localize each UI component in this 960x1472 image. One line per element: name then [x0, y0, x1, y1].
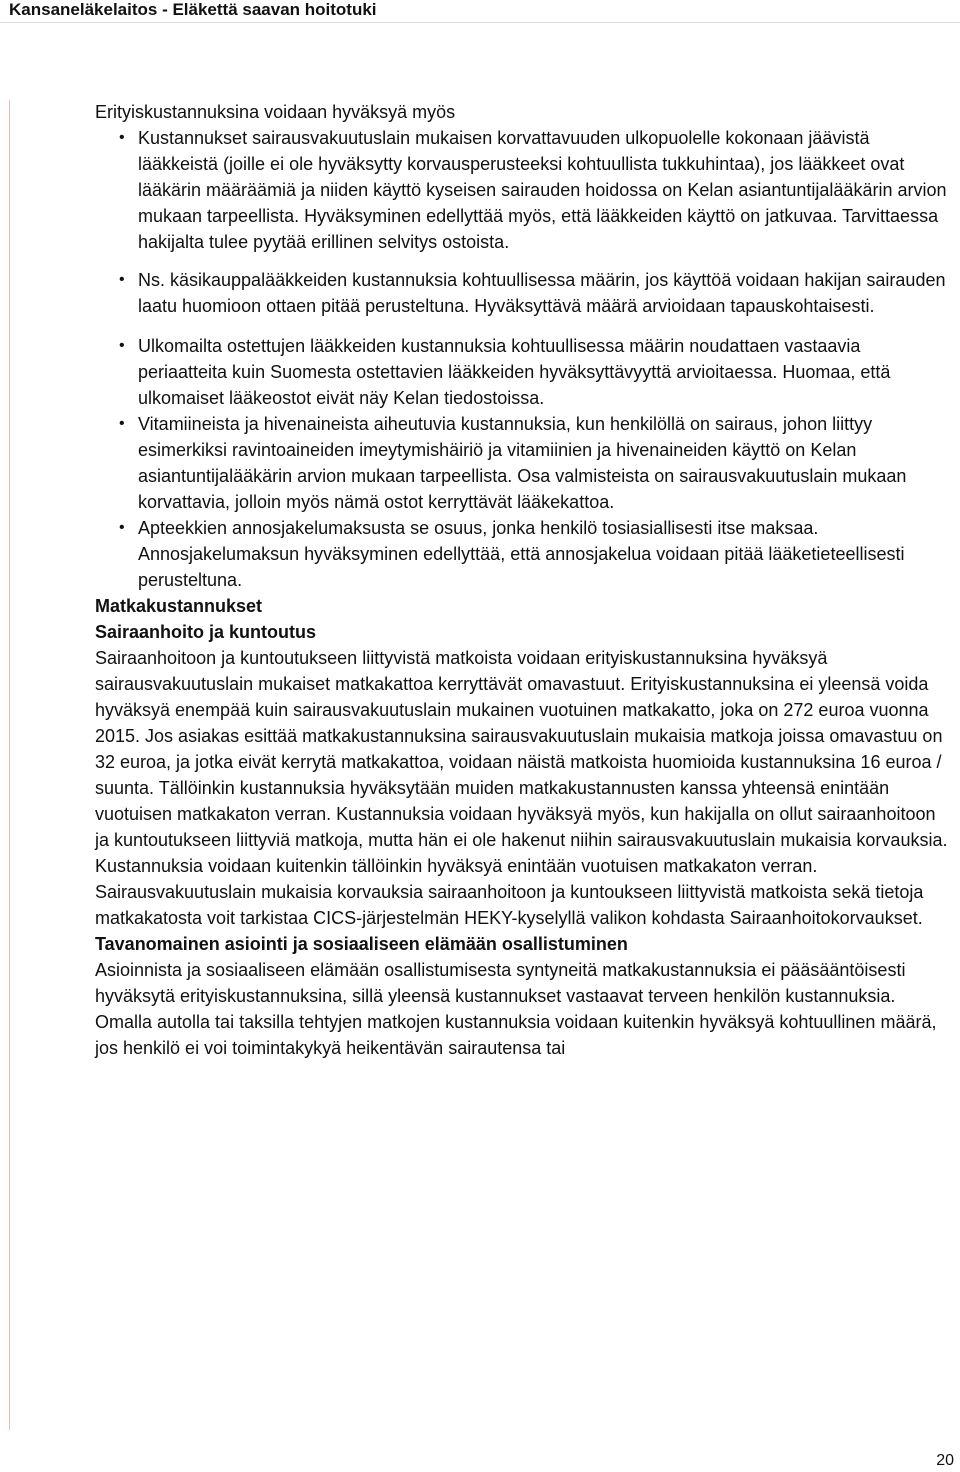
list-item-text: Ulkomailta ostettujen lääkkeiden kustannuksia kohtuullisessa määrin noudattaen vastaavia periaatteita kuin Suomesta ostettavien lääkkeiden hyväksyttävyyttä arvioitaessa. Huomaa, että ulkomaiset lääkeostot eivät näy Kelan tiedostoissa.: [138, 336, 891, 408]
bullet-icon: •: [119, 337, 125, 354]
bullet-icon: •: [119, 129, 125, 146]
paragraph: Sairaanhoitoon ja kuntoutukseen liittyvistä matkoista voidaan erityiskustannuksina hyväksyä sairausvakuutuslain mukaiset matkakattoa kerryttävät omavastuut. Erityiskustannuksina ei yleensä voida hyväksyä enempää kuin sairausvakuutuslain mukainen vuotuinen matkakatto, joka on 272 euroa vuonna 2015. Jos asiakas esittää matkakustannuksina sairausvakuutuslain mukaisia matkoja joissa omavastuu on 32 euroa, ja jotka eivät kerrytä matkakattoa, voidaan näistä matkoista huomioida kustannuksina 16 euroa / suunta. Tällöinkin kustannuksia hyväksytään muiden matkakustannusten kanssa yhteensä enintään vuotuisen matkakaton verran. Kustannuksia voidaan hyväksyä myös, kun hakijalla on ollut sairaanhoitoon ja kuntoutukseen liittyviä matkoja, mutta hän ei ole hakenut niihin sairausvakuutuslain mukaisia korvauksia. Kustannuksia voidaan kuitenkin tällöinkin hyväksyä enintään vuotuisen matkakaton verran.: [95, 648, 948, 876]
subsection-heading: Sairaanhoito ja kuntoutus: [95, 622, 317, 642]
bullet-icon: •: [119, 271, 125, 288]
document-body: [95, 99, 950, 1061]
paragraph: Omalla autolla tai taksilla tehtyjen matkojen kustannuksia voidaan kuitenkin hyväksyä kohtuullinen määrä, jos henkilö ei voi toimintakykyä heikentävän sairautensa tai: [95, 1012, 937, 1058]
list-item: [95, 411, 950, 515]
list-item: [95, 267, 950, 319]
list-item-text: Vitamiineista ja hivenaineista aiheutuvia kustannuksia, kun henkilöllä on sairaus, johon liittyy esimerkiksi ravintoaineiden imeytymishäiriö ja vitamiinien ja hivenaineiden käyttö on Kelan asiantuntijalääkärin arvion mukaan tarpeellista. Osa valmisteista on sairausvakuutuslain mukaan korvattavia, jolloin myös nämä ostot kerryttävät lääkekattoa.: [138, 414, 907, 512]
bullet-icon: •: [119, 415, 125, 432]
page-number: 20: [936, 1452, 954, 1469]
change-bar: [9, 100, 10, 1430]
bullet-icon: •: [119, 519, 125, 536]
list-item: [95, 333, 950, 411]
list-item: [95, 125, 950, 255]
paragraph: Sairausvakuutuslain mukaisia korvauksia sairaanhoitoon ja kuntoukseen liittyvistä matkoista sekä tietoja matkakatosta voit tarkistaa CICS-järjestelmän HEKY-kyselyllä valikon kohdasta Sairaanhoitokorvaukset.: [95, 882, 924, 928]
header-divider: [0, 22, 960, 23]
list-item-text: Ns. käsikauppalääkkeiden kustannuksia kohtuullisessa määrin, jos käyttöä voidaan hakijan sairauden laatu huomioon ottaen pitää perusteltuna. Hyväksyttävä määrä arvioidaan tapauskohtaisesti.: [138, 270, 946, 316]
list-item: [95, 515, 950, 593]
list-item-text: Kustannukset sairausvakuutuslain mukaisen korvattavuuden ulkopuolelle kokonaan jäävistä lääkkeistä (joille ei ole hyväksytty korvausperusteeksi kohtuullista tukkuhintaa), jos lääkkeet ovat lääkärin määräämiä ja niiden käyttö kyseisen sairauden hoidossa on Kelan asiantuntijalääkärin arvion mukaan tarpeellista. Hyväksyminen edellyttää myös, että lääkkeiden käyttö on jatkuvaa. Tarvittaessa hakijalta tulee pyytää erillinen selvitys ostoista.: [138, 128, 947, 252]
intro-text: Erityiskustannuksina voidaan hyväksyä myös: [95, 102, 456, 122]
subsection-heading: Tavanomainen asiointi ja sosiaaliseen elämään osallistuminen: [95, 934, 628, 954]
section-heading: Matkakustannukset: [95, 596, 263, 616]
paragraph: Asioinnista ja sosiaaliseen elämään osallistumisesta syntyneitä matkakustannuksia ei pääsääntöisesti hyväksytä erityiskustannuksina, sillä yleensä kustannukset vastaavat terveen henkilön kustannuksia.: [95, 960, 906, 1006]
list-item-text: Apteekkien annosjakelumaksusta se osuus, jonka henkilö tosiasiallisesti itse maksaa. Annosjakelumaksun hyväksyminen edellyttää, että annosjakelua voidaan pitää lääketieteellisesti perusteltuna.: [138, 518, 905, 590]
document-header-title: Kansaneläkelaitos - Eläkettä saavan hoitotuki: [9, 0, 377, 19]
